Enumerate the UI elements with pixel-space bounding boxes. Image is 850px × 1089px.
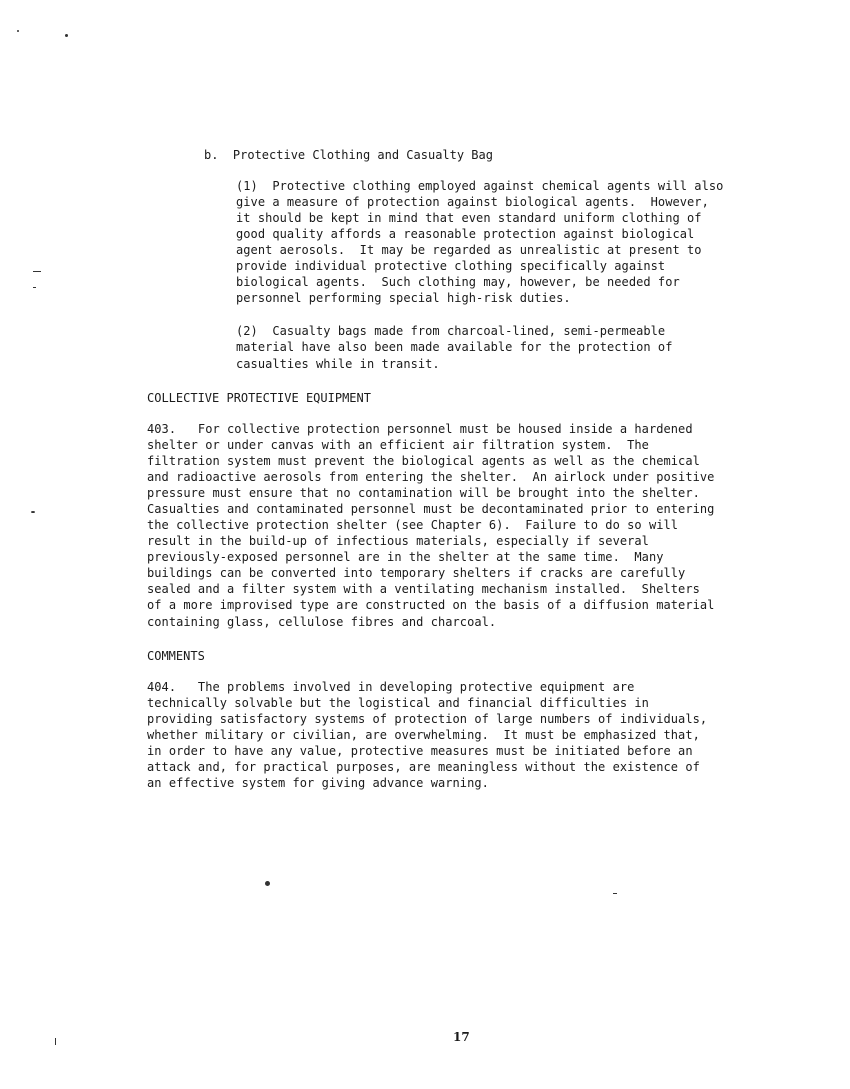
- text-line: of a more improvised type are constructed on the basis of a diffusion material: [147, 598, 715, 612]
- text-line: attack and, for practical purposes, are meaningless without the existence of: [147, 760, 700, 774]
- text-line: sealed and a filter system with a ventilating mechanism installed. Shelters: [147, 582, 700, 596]
- text-line: containing glass, cellulose fibres and charcoal.: [147, 615, 497, 629]
- text-line: biological agents. Such clothing may, however, be needed for: [236, 275, 680, 289]
- text-line: casualties while in transit.: [236, 357, 440, 371]
- text-line: personnel performing special high-risk duties.: [236, 291, 571, 305]
- text-line: it should be kept in mind that even standard uniform clothing of: [236, 211, 702, 225]
- collective-protective-equipment-heading: COLLECTIVE PROTECTIVE EQUIPMENT: [147, 391, 371, 405]
- text-line: and radioactive aerosols from entering the shelter. An airlock under positive: [147, 470, 715, 484]
- scan-speck: [265, 881, 270, 886]
- text-line: shelter or under canvas with an efficient air filtration system. The: [147, 438, 649, 452]
- text-line: filtration system must prevent the biological agents as well as the chemical: [147, 454, 700, 468]
- text-line: the collective protection shelter (see Chapter 6). Failure to do so will: [147, 518, 679, 532]
- text-line: 404. The problems involved in developing protective equipment are: [147, 680, 635, 694]
- text-line: material have also been made available for the protection of: [236, 340, 673, 354]
- scan-speck: [17, 30, 19, 32]
- section-b-heading: b. Protective Clothing and Casualty Bag: [204, 148, 493, 162]
- text-line: (2) Casualty bags made from charcoal-lined, semi-permeable: [236, 324, 666, 338]
- text-line: agent aerosols. It may be regarded as unrealistic at present to: [236, 243, 702, 257]
- scan-speck: [613, 893, 617, 894]
- scan-speck: [33, 271, 41, 272]
- text-line: provide individual protective clothing specifically against: [236, 259, 666, 273]
- text-line: Casualties and contaminated personnel must be decontaminated prior to entering: [147, 502, 715, 516]
- text-line: good quality affords a reasonable protection against biological: [236, 227, 695, 241]
- comments-heading: COMMENTS: [147, 649, 205, 663]
- text-line: give a measure of protection against biological agents. However,: [236, 195, 709, 209]
- text-line: buildings can be converted into temporary shelters if cracks are carefully: [147, 566, 686, 580]
- scan-speck: [55, 1038, 56, 1045]
- scan-speck: [31, 511, 35, 513]
- text-line: (1) Protective clothing employed against chemical agents will also: [236, 179, 724, 193]
- scan-speck: [65, 34, 68, 37]
- text-line: 403. For collective protection personnel must be housed inside a hardened: [147, 422, 693, 436]
- scan-speck: [33, 287, 36, 288]
- text-line: pressure must ensure that no contamination will be brought into the shelter.: [147, 486, 700, 500]
- text-line: previously-exposed personnel are in the shelter at the same time. Many: [147, 550, 664, 564]
- text-line: an effective system for giving advance warning.: [147, 776, 489, 790]
- text-line: in order to have any value, protective measures must be initiated before an: [147, 744, 693, 758]
- text-line: technically solvable but the logistical and financial difficulties in: [147, 696, 649, 710]
- page-number: 17: [453, 1030, 470, 1044]
- text-line: whether military or civilian, are overwhelming. It must be emphasized that,: [147, 728, 700, 742]
- text-line: providing satisfactory systems of protection of large numbers of individuals,: [147, 712, 708, 726]
- text-line: result in the build-up of infectious materials, especially if several: [147, 534, 649, 548]
